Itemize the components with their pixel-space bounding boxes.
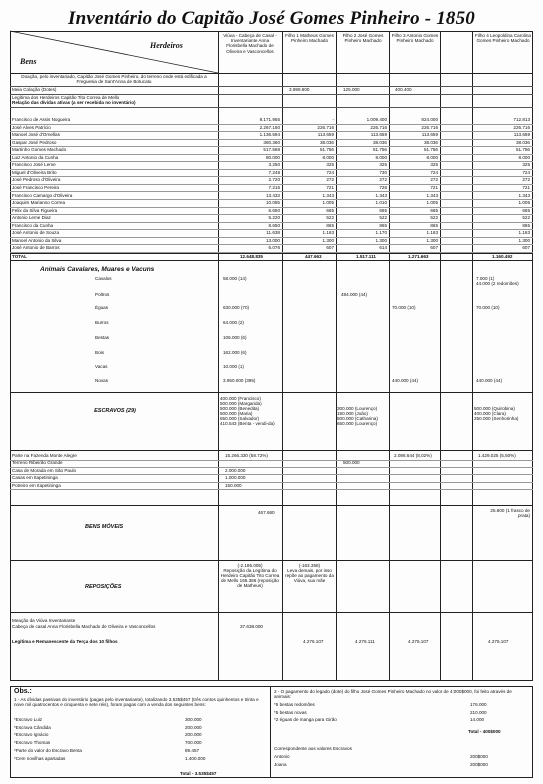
debtor-value: 665 <box>379 207 387 213</box>
debtor-value: 11.638 <box>266 230 280 236</box>
debtor-name: Miguel d'Oliveira Brito <box>12 169 57 175</box>
total-filho4: 1.160.492 <box>492 254 513 259</box>
debtor-value: 1.005 <box>322 200 334 206</box>
debtor-name: Gaspar José Pedroso <box>12 139 57 145</box>
debtor-value: 1.343 <box>518 192 530 198</box>
row-meia-colacao-label: Meia Colação (Dotes) <box>12 87 57 92</box>
imovel-value: 2.086.644 (8,02%) <box>394 453 432 458</box>
debtor-name: Francisco Camargo d'Oliveira <box>12 192 73 198</box>
imovel-value: 1.000.000 <box>225 475 246 481</box>
header-filho4: Filho 4 Leopoldina Carolina Gomes Pinheiro Machado <box>475 33 531 44</box>
debtor-value: 5.220 <box>268 215 280 221</box>
debtor-value: 721 <box>522 184 530 190</box>
obs-item-value: 89.457 <box>185 747 200 753</box>
debtor-value: 38.036 <box>372 139 387 145</box>
row-separator <box>10 482 533 483</box>
meacao-filho2: 4.276.111 <box>355 639 375 644</box>
debtor-value: 724 <box>326 169 334 175</box>
header-diagonal <box>10 31 218 73</box>
debtor-value: 607 <box>430 245 438 251</box>
obs-right-text2: Correspondente aos valores Escravos <box>274 746 352 751</box>
debtor-name: José Pedroso d'Oliveira <box>12 177 61 183</box>
debtor-value: 1.009.400 <box>366 117 387 122</box>
obs-right-item-value: 210.000 <box>470 709 487 715</box>
debtor-value: 2.720 <box>268 177 280 183</box>
debtor-name: Luiz Antonio da Cunha <box>12 154 59 160</box>
debtor-value: 865 <box>379 222 387 228</box>
debtor-value: 226.716 <box>317 124 334 130</box>
debtor-value: 721 <box>430 184 438 190</box>
row-doacao-label: Doação, pelo inventariado, Capitão José Gomes Pinheiro, do terreno onde está edificada a Freguesia de Sant'Anna de Botucatu <box>21 74 207 85</box>
animal-value: 7.000 (1) 44.000 (2 redomões) <box>476 276 519 287</box>
total-viuva: 12.648.835 <box>240 254 263 259</box>
total-separator <box>10 253 533 254</box>
imovel-name: Terreno Ribeirão Grande <box>12 460 63 466</box>
debtor-value: 325 <box>430 162 438 168</box>
debtor-value: 1.300 <box>375 237 387 243</box>
section-separator <box>10 560 533 561</box>
debtor-value: 607 <box>326 245 334 251</box>
debtor-value: 522 <box>430 215 438 221</box>
col-divider-bens <box>218 31 219 681</box>
meia-colacao-filho2: 125.000 <box>343 87 360 92</box>
header-bens: Bens <box>20 57 37 66</box>
imovel-value: 150.000 <box>225 482 242 488</box>
debtor-name: Antonio Leme Diaz <box>12 215 51 221</box>
debtor-value: 665 <box>430 207 438 213</box>
obs-right-text: 2 - O pagamento do legado (dote) do filho José Gomes Pinheiro Machado no valor de 4:000$000, foi feito através de animais: <box>274 689 512 700</box>
row-separator <box>10 107 533 108</box>
escravos-label: ESCRAVOS (29) <box>94 408 136 414</box>
debtor-value: 712.813 <box>513 117 530 122</box>
imovel-name: Parte na Fazenda Monte Alegre <box>12 453 77 458</box>
imovel-value: 2.000.000 <box>225 467 246 473</box>
animal-value: 162.000 (6) <box>223 350 247 355</box>
obs-divider <box>270 686 271 778</box>
animal-name: Cavalos <box>95 276 112 281</box>
debtor-value: 721 <box>326 184 334 190</box>
obs-item-label: *Escravo Ignácio <box>14 732 49 738</box>
debtor-value: 865 <box>430 222 438 228</box>
animals-title: Animais Cavalares, Muares e Vacuns <box>40 266 155 273</box>
debtor-value: 113.659 <box>317 132 334 138</box>
obs-item-label: *Escravo Luiz <box>14 717 43 722</box>
debtor-value: 325 <box>326 162 334 168</box>
obs-right-total: Total - 400$000 <box>468 729 501 734</box>
debtor-value: 2.267.160 <box>259 124 280 130</box>
total-filho3: 1.271.663 <box>408 254 429 259</box>
animal-name: Éguas <box>95 305 109 310</box>
debtor-value: 607 <box>522 245 530 251</box>
debtor-value: 1.005 <box>518 200 530 206</box>
row-separator <box>10 489 533 490</box>
debtor-value: 6.076 <box>268 245 280 251</box>
row-dividas-label: Relação das dívidas ativas (a ser recebida no inventário) <box>12 100 136 105</box>
debtor-value: 51.756 <box>423 147 438 153</box>
reposicoes-label: REPOSIÇÕES <box>85 584 122 590</box>
debtor-value: 865 <box>522 222 530 228</box>
section-separator <box>10 612 533 613</box>
escravos-filho2: 300.000 (Lourenço) 150.000 (João) 500.000 (Catharina) 650.000 (Lourenço) <box>337 406 378 427</box>
debtor-value: 8.171.955 <box>259 117 280 122</box>
debtor-value: 517.568 <box>263 147 280 153</box>
total-filho1: 447.663 <box>305 254 322 259</box>
col-divider-filho4 <box>472 31 473 681</box>
debtor-value: 226.716 <box>421 124 438 130</box>
imovel-value: 15.266.330 (58.72%) <box>225 453 268 458</box>
obs-item-value: 300.000 <box>185 717 202 722</box>
animal-name: Vacas <box>95 364 108 369</box>
debtor-value: 1.163 <box>518 230 530 236</box>
debtor-name: José Alves Patrício <box>12 124 51 130</box>
obs-title: Obs.: <box>14 688 32 695</box>
debtor-value: 80.000 <box>265 154 280 160</box>
obs-item-value: 700.000 <box>185 740 202 746</box>
debtor-value: 13.433 <box>265 192 280 198</box>
meacao-filho4: 4.276.107 <box>488 639 509 644</box>
debtor-value: 8.000 <box>518 154 530 160</box>
animal-value: 106.000 (6) <box>223 335 247 340</box>
debtor-value: 8.650 <box>268 222 280 228</box>
meacao-line3: Legítima e Remanescente da Terça dos 10 filhos <box>12 639 118 644</box>
obs-right-item-label: Antonio <box>274 754 290 759</box>
obs-right-item-value: 200$000 <box>470 754 488 759</box>
debtor-value: 1.163 <box>426 230 438 236</box>
debtor-value: 724 <box>522 169 530 175</box>
document-title: Inventário do Capitão José Gomes Pinheiro - 1850 <box>67 8 476 29</box>
debtor-value: - <box>332 117 334 122</box>
debtor-value: 824.000 <box>421 117 438 122</box>
row-legitima-label: Legítima dos Herdeiros Capitão Tito Correa de Mello <box>12 95 120 100</box>
debtor-value: 3.250 <box>268 162 280 168</box>
debtor-value: 38.036 <box>319 139 334 145</box>
debtor-value: 1.343 <box>322 192 334 198</box>
animal-value: 64.000 (2) <box>223 320 244 325</box>
obs-right-item-label: *5 bestas redomões <box>274 702 315 707</box>
row-separator <box>10 474 533 475</box>
bens-moveis-label: BENS MÓVEIS <box>85 524 124 530</box>
animal-value: 10.000 (1) <box>223 364 244 369</box>
debtor-value: 51.756 <box>372 147 387 153</box>
debtor-value: 522 <box>379 215 387 221</box>
debtor-name: Felix da Silva Figueira <box>12 207 58 213</box>
header-herdeiros: Herdeiros <box>150 41 183 50</box>
debtor-value: 226.716 <box>513 124 530 130</box>
animal-name: Bestas <box>95 335 110 340</box>
debtor-name: Francisco de Assis Nogueira <box>12 117 71 122</box>
debtor-value: 8.000 <box>375 154 387 160</box>
animal-value: 440.000 (44) <box>392 378 419 383</box>
debtor-name: José Francisco Pereira <box>12 184 59 190</box>
debtor-name: José Antonio de Barros <box>12 245 60 251</box>
row-separator <box>10 86 533 87</box>
debtor-value: 38.036 <box>423 139 438 145</box>
debtor-value: 272 <box>430 177 438 183</box>
obs-item-label: *Escravo Thomas <box>14 740 51 746</box>
debtor-value: 1.300 <box>518 237 530 243</box>
meacao-filho1: 4.276.107 <box>303 639 324 644</box>
col-divider-filho2 <box>389 31 390 681</box>
row-separator <box>10 460 533 461</box>
obs-right-item-value: 14.000 <box>470 717 485 723</box>
debtor-value: 665 <box>326 207 334 213</box>
debtor-value: 726 <box>379 184 387 190</box>
col-divider-filho1 <box>336 31 337 681</box>
obs-item-label: *Escrava Cândida <box>14 724 51 730</box>
debtor-value: 8.000 <box>426 154 438 160</box>
total-label: TOTAL <box>12 254 27 259</box>
debtor-name: José Antonio de Souza <box>12 230 59 236</box>
debtor-value: 13.000 <box>265 237 280 243</box>
debtor-name: Manoel Antonio da Silva <box>12 237 62 243</box>
animal-value: 70.000 (10) <box>392 305 416 310</box>
imovel-name: Potreiro em Itapetininga <box>12 482 61 488</box>
debtor-value: 614 <box>379 245 387 251</box>
debtor-value: 1.010 <box>375 200 387 206</box>
imovel-value: 500.000 <box>343 460 360 466</box>
debtor-value: 325 <box>522 162 530 168</box>
reposicoes-filho1: (-163.358) Leva demais, por isso repõe ao pagamento da Viúva, sua mãe <box>285 563 334 584</box>
debtor-value: 665 <box>522 207 530 213</box>
reposicoes-viuva: (-2.185.005) Reposição da Legítima do Herdeiro Capitão Tito Correa de Mello 166.386 (reposição de Matheus) <box>220 563 280 589</box>
animal-name: Burros <box>95 320 109 325</box>
obs-right-item-label: *5 bestas novas <box>274 709 307 715</box>
debtor-value: 7.248 <box>268 169 280 175</box>
debtor-value: 113.659 <box>513 132 530 138</box>
meia-colacao-filho1: 3.999.600 <box>289 87 310 92</box>
header-viuva: Viúva - Cabeça de Casal - Inventariante Anna Florisbella Machado de Oliveira e Vasconcellos <box>223 33 277 54</box>
debtor-value: 1.300 <box>426 237 438 243</box>
animal-value: 630.000 (70) <box>223 305 250 310</box>
bens-moveis-filho4: 25.600 (1 frasco de prata) <box>490 508 530 519</box>
debtor-name: Manoel José d'Ornellas <box>12 132 60 138</box>
debtor-value: 1.005 <box>426 200 438 206</box>
header-filho1: Filho 1 Matheus Gomes Pinheiro Machado <box>285 33 334 44</box>
obs-item-value: 200.000 <box>185 732 202 738</box>
debtor-value: 1.300 <box>322 237 334 243</box>
obs-left-total: Total - 3.535$457 <box>180 771 217 776</box>
debtor-value: 1.136.594 <box>259 132 280 138</box>
meacao-filho3: 4.276.107 <box>408 639 429 644</box>
obs-left-text: 1 - As dívidas passivas do inventário (pagas pelo inventariante), totalizando 3.535$457 (três contos quinhentos e trinta e nove mil quatrocentos e cinquenta e sete réis), foram pagas com a venda dos seguintes bens: <box>14 697 259 708</box>
debtor-name: Francisco da Cunha <box>12 222 54 228</box>
animal-value: 70.000 (10) <box>476 305 500 310</box>
debtor-value: 865 <box>326 222 334 228</box>
debtor-name: Francisco José Leme <box>12 162 56 168</box>
debtor-value: 10.055 <box>265 200 280 206</box>
animal-value: 3.950.000 (395) <box>223 378 256 383</box>
debtor-value: 325 <box>379 162 387 168</box>
debtor-value: 272 <box>379 177 387 183</box>
animal-name: Bois <box>95 350 104 355</box>
obs-right-item-value: 176.000 <box>470 702 487 707</box>
obs-item-label: *Cem novilhas apartadas <box>14 755 66 761</box>
imovel-name: Casas em Itapetininga <box>12 475 58 481</box>
escravos-viuva: 400.000 (Francisco) 500.000 (Margarida) 500.000 (Benedita) 500.000 (Maria) 650.000 (Salvador) 410.543 (Benta - vendi-da) <box>220 396 275 427</box>
debtor-value: 226.716 <box>370 124 387 130</box>
animal-name: Novas <box>95 378 109 383</box>
col-divider-viuva <box>282 31 283 681</box>
debtor-value: 272 <box>326 177 334 183</box>
debtor-value: 1.170 <box>375 230 387 236</box>
obs-right-item-label: Joana <box>274 761 287 767</box>
meacao-line1: Meação da Viúva Inventariante <box>12 618 76 623</box>
obs-item-value: 200.000 <box>185 724 202 730</box>
animal-value: 58.000 (14) <box>223 276 247 281</box>
obs-right-item-label: *2 éguas de manga para Girão <box>274 717 337 723</box>
debtor-value: 272 <box>522 177 530 183</box>
debtor-value: 38.036 <box>515 139 530 145</box>
header-filho3: Filho 3 Antonio Gomes Pinheiro Machado <box>391 33 439 44</box>
escravos-filho4: 500.000 (Quirobina) 400.000 (Clara) 250.000 (Senhorinha) <box>474 406 519 422</box>
col-divider-filho3 <box>440 31 441 681</box>
meacao-viuva: 37.638.000 <box>240 624 263 629</box>
row-separator <box>10 467 533 468</box>
section-separator <box>10 392 533 393</box>
debtor-value: 113.659 <box>421 132 438 138</box>
debtor-value: 1.343 <box>375 192 387 198</box>
total-filho2: 1.517.111 <box>356 254 376 259</box>
meia-colacao-filho3: 400.400 <box>395 87 412 92</box>
debtor-value: 380.360 <box>263 139 280 145</box>
debtor-value: 730 <box>379 169 387 175</box>
imovel-value: 1.429.025 (5,50%) <box>478 453 516 458</box>
bens-moveis-viuva: 467.660 <box>258 510 275 515</box>
debtor-value: 6.650 <box>268 207 280 213</box>
section-separator <box>10 505 533 506</box>
debtor-value: 1.163 <box>322 230 334 236</box>
debtor-value: 522 <box>326 215 334 221</box>
debtor-value: 8.000 <box>322 154 334 160</box>
animal-value: 484.000 (44) <box>341 292 368 297</box>
debtor-value: 7.215 <box>268 184 280 190</box>
section-separator <box>10 260 533 261</box>
animal-name: Poltros <box>95 292 110 297</box>
debtor-value: 51.756 <box>515 147 530 153</box>
debtor-value: 522 <box>522 215 530 221</box>
obs-item-value: 1.400.000 <box>185 755 206 761</box>
obs-item-label: *Parte do valor do Escravo Benta <box>14 747 82 753</box>
debtor-value: 51.756 <box>319 147 334 153</box>
imovel-name: Casa de Morada em São Paulo <box>12 467 77 473</box>
obs-right-item-value: 200$000 <box>470 761 488 767</box>
debtor-value: 724 <box>430 169 438 175</box>
debtor-name: Joaquim Marianno Correa <box>12 200 66 206</box>
debtor-name: Martinho Gomes Machado <box>12 147 67 153</box>
meacao-line2: Cabeça de casal Anna Florisbella Machado de Oliveira e Vasconcellos <box>12 624 156 629</box>
section-separator <box>10 450 533 451</box>
header-filho2: Filho 2 José Gomes Pinheiro Machado <box>342 33 384 44</box>
debtor-value: 113.659 <box>370 132 387 138</box>
debtor-value: 1.343 <box>426 192 438 198</box>
animal-value: 440.000 (44) <box>476 378 503 383</box>
